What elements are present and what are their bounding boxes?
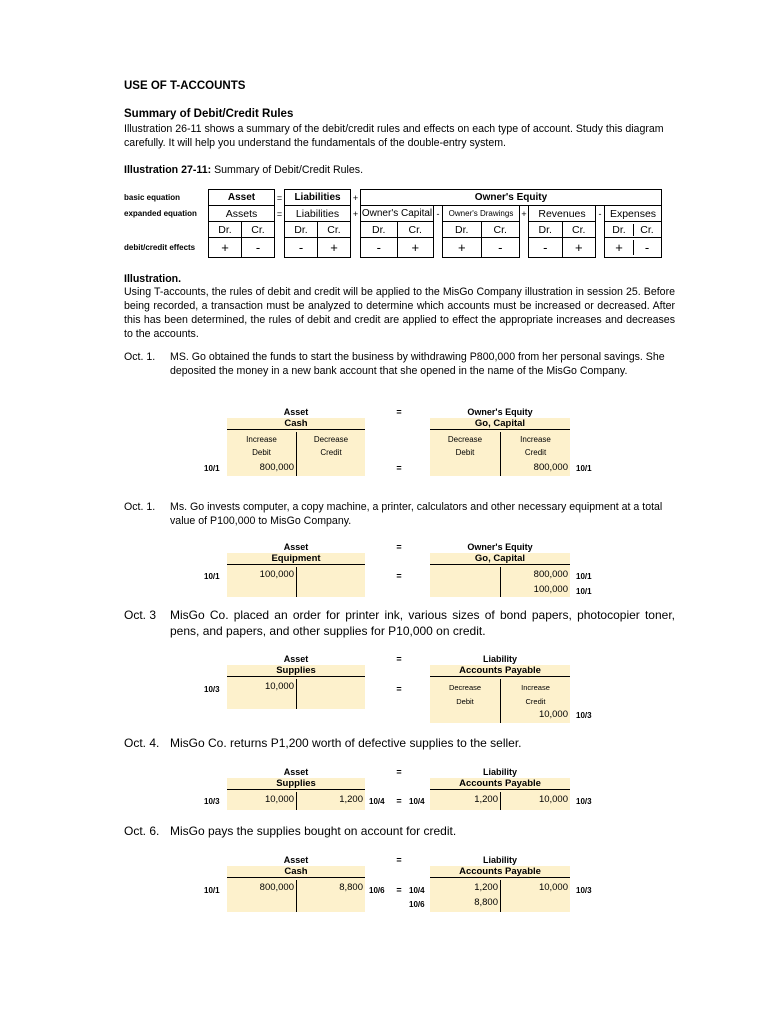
account-name: Go, Capital (430, 418, 570, 430)
entry-date: 10/1 (204, 464, 220, 473)
liability-caption: Liability (482, 855, 517, 865)
equals-caption: = (396, 463, 402, 473)
effect-sign: - (481, 238, 520, 258)
liabilities-header: Liabilities (285, 206, 351, 222)
account-name: Go, Capital (430, 553, 570, 565)
credit-amount: 800,000 (533, 569, 568, 580)
intro-paragraph: Illustration 26-11 shows a summary of the debit/credit rules and effects on each type of account. Study this diagram carefully. It will help you understand the fundamentals of the double-entry system. (124, 123, 664, 149)
equals-caption: = (396, 855, 402, 865)
plus-sign: + (521, 208, 527, 219)
increase-label: Increase (246, 435, 277, 444)
entry-date: 10/1 (576, 587, 592, 596)
account-name: Supplies (227, 665, 365, 677)
basic-equation-row (124, 190, 662, 206)
supplies-t-account (227, 778, 365, 810)
credit-amount: 1,200 (339, 794, 363, 805)
dr-cr-row (124, 222, 662, 238)
account-name: Supplies (227, 778, 365, 790)
debit-label: Debit (252, 448, 271, 457)
equals-caption: = (396, 767, 402, 777)
account-name: Accounts Payable (430, 778, 570, 790)
expenses-header: Expenses (605, 206, 662, 222)
equals-caption: = (396, 684, 402, 694)
account-name: Cash (227, 866, 365, 878)
effect-sign: - (529, 238, 563, 258)
effect-sign: - (285, 238, 318, 258)
accounts-payable-t-account (430, 778, 570, 810)
equals-caption: = (396, 796, 402, 806)
decrease-label: Decrease (313, 435, 349, 444)
entry-date: 10/1 (204, 572, 220, 581)
effect-sign: - (242, 238, 275, 258)
row-label: expanded equation (124, 209, 197, 218)
expenses-dr-cr (605, 222, 662, 238)
entry-date: 10/1 (576, 464, 592, 473)
effect-sign: + (397, 238, 434, 258)
owners-equity-caption: Owner's Equity (467, 407, 533, 417)
credit-amount: 8,800 (339, 882, 363, 893)
debit-label: Debit (456, 697, 474, 706)
owners-drawings-header: Owner's Drawings (443, 206, 520, 222)
dr-label: Dr. (443, 222, 482, 238)
effect-sign: + (209, 238, 242, 258)
page-title: USE OF T-ACCOUNTS (124, 80, 246, 92)
illustration-heading: Illustration. (124, 273, 182, 285)
cr-label: Cr. (397, 222, 434, 238)
credit-label: Credit (524, 448, 547, 457)
asset-caption: Asset (283, 542, 309, 552)
debit-amount: 10,000 (264, 794, 294, 805)
equals-caption: = (396, 571, 402, 581)
increase-label: Increase (520, 435, 551, 444)
transaction-date: Oct. 4. (124, 736, 160, 750)
cash-t-account (227, 418, 365, 476)
entry-date: 10/6 (369, 886, 385, 895)
owners-capital-header: Owner's Capital (361, 206, 434, 222)
liabilities-header: Liabilities (285, 190, 351, 206)
dr-label: Dr. (209, 222, 242, 238)
illustration-caption (124, 163, 363, 177)
cr-label: Cr. (562, 222, 596, 238)
entry-date: 10/4 (409, 797, 425, 806)
effect-sign: - (361, 238, 398, 258)
transaction-description: MisGo pays the supplies bought on account for credit. (170, 824, 457, 838)
owners-equity-caption: Owner's Equity (467, 542, 533, 552)
debit-credit-summary-table (124, 189, 662, 258)
transaction-date: Oct. 1. (124, 351, 156, 363)
accounts-payable-t-account (430, 866, 570, 912)
credit-amount: 10,000 (538, 709, 568, 720)
cr-label: Cr. (242, 222, 275, 238)
transaction-description: MisGo Co. returns P1,200 worth of defective supplies to the seller. (170, 736, 522, 750)
debit-credit-effects-row (124, 238, 662, 258)
assets-header: Assets (209, 206, 275, 222)
illustration-paragraph: Using T-accounts, the rules of debit and credit will be applied to the MisGo Company illustration in session 25. Before being recorded, a transaction must be analyzed to determine which accounts must be increased or decreased. After this has been determined, the rules of debit and credit are applied to effect the appropriate increases and decreases to the accounts. (124, 286, 675, 340)
expenses-effects (605, 238, 662, 258)
entry-date: 10/1 (204, 886, 220, 895)
asset-caption: Asset (283, 654, 309, 664)
equipment-t-account (227, 553, 365, 597)
entry-date: 10/3 (576, 886, 592, 895)
minus-sign: - (436, 208, 440, 219)
equals-caption: = (396, 407, 402, 417)
accounts-payable-t-account (430, 665, 570, 723)
credit-amount: 800,000 (533, 462, 568, 473)
entry-date: 10/4 (369, 797, 385, 806)
account-name: Accounts Payable (430, 665, 570, 677)
asset-caption: Asset (283, 407, 309, 417)
cr-label: Cr. (318, 222, 351, 238)
dr-label: Dr. (361, 222, 398, 238)
equals-sign: = (275, 206, 285, 222)
decrease-label: Decrease (448, 683, 482, 692)
transaction-description: Ms. Go invests computer, a copy machine, a printer, calculators and other necessary equipment at a total value of P100,000 to MisGo Company. (170, 501, 663, 527)
equals-sign: = (275, 190, 285, 206)
transaction-description: MS. Go obtained the funds to start the business by withdrawing P800,000 from her personal savings. She deposited the money in a new bank account that she opened in the name of the MisGo Company. (170, 351, 665, 377)
asset-caption: Asset (283, 855, 309, 865)
entry-date: 10/3 (576, 797, 592, 806)
credit-label: Credit (320, 448, 342, 457)
cr-label: Cr. (481, 222, 520, 238)
illustration-label: Illustration 27-11: (124, 164, 212, 176)
credit-amount: 100,000 (533, 584, 568, 595)
effect-sign: + (562, 238, 596, 258)
asset-header: Asset (209, 190, 275, 206)
dr-label: Dr. (529, 222, 563, 238)
debit-amount: 1,200 (474, 882, 498, 893)
owners-equity-header: Owner's Equity (361, 190, 662, 206)
debit-amount: 800,000 (259, 882, 294, 893)
supplies-t-account (227, 665, 365, 709)
revenues-header: Revenues (529, 206, 596, 222)
effect-sign: + (318, 238, 351, 258)
dr-label: Dr. (606, 224, 634, 236)
account-name: Equipment (227, 553, 365, 565)
entry-date: 10/1 (576, 572, 592, 581)
illustration-title: Summary of Debit/Credit Rules. (214, 164, 364, 176)
decrease-label: Decrease (447, 435, 483, 444)
debit-amount: 800,000 (259, 462, 294, 473)
plus-sign: + (351, 190, 361, 206)
expanded-equation-row (124, 206, 662, 222)
effect-sign: + (606, 240, 634, 255)
entry-date: 10/4 (409, 886, 425, 895)
effect-sign: - (644, 240, 650, 255)
transaction-date: Oct. 3 (124, 608, 157, 622)
entry-date: 10/3 (576, 711, 592, 720)
account-name: Accounts Payable (430, 866, 570, 878)
debit-label: Debit (455, 448, 475, 457)
summary-heading: Summary of Debit/Credit Rules (124, 108, 294, 120)
credit-amount: 10,000 (538, 794, 568, 805)
entry-date: 10/6 (409, 900, 425, 909)
equals-caption: = (396, 654, 402, 664)
entry-date: 10/3 (204, 685, 220, 694)
go-capital-t-account (430, 418, 570, 476)
effect-sign: + (443, 238, 482, 258)
asset-caption: Asset (283, 767, 309, 777)
debit-amount: 10,000 (264, 681, 294, 692)
debit-amount: 1,200 (474, 794, 498, 805)
debit-amount: 100,000 (259, 569, 294, 580)
increase-label: Increase (521, 683, 550, 692)
entry-date: 10/3 (204, 797, 220, 806)
minus-sign: - (598, 208, 602, 219)
liability-caption: Liability (482, 654, 517, 664)
plus-sign: + (351, 206, 361, 222)
row-label: debit/credit effects (124, 243, 196, 252)
account-name: Cash (227, 418, 365, 430)
equals-caption: = (396, 885, 402, 895)
dr-label: Dr. (285, 222, 318, 238)
transaction-date: Oct. 1. (124, 501, 156, 513)
credit-label: Credit (525, 697, 546, 706)
cash-t-account (227, 866, 365, 912)
transaction-description: MisGo Co. placed an order for printer ink, various sizes of bond papers, photocopier toner, pens, and papers, and other supplies for P10,000 on credit. (170, 608, 675, 638)
equals-caption: = (396, 542, 402, 552)
credit-amount: 10,000 (538, 882, 568, 893)
debit-amount: 8,800 (474, 897, 498, 908)
cr-label: Cr. (640, 223, 654, 236)
row-label: basic equation (124, 193, 181, 202)
go-capital-t-account (430, 553, 570, 597)
liability-caption: Liability (482, 767, 517, 777)
transaction-date: Oct. 6. (124, 824, 160, 838)
